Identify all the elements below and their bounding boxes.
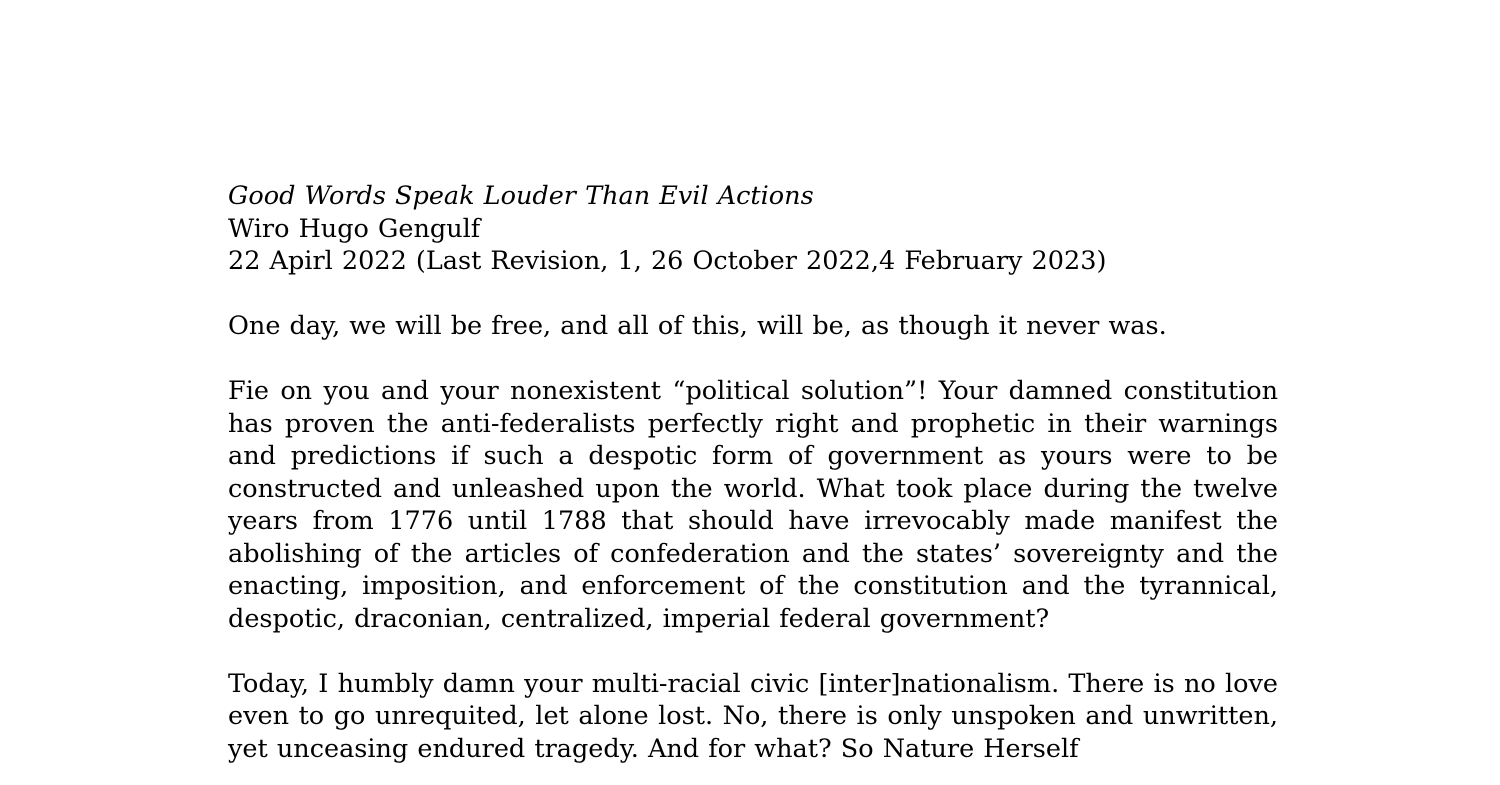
document-date: 22 Apirl 2022 (Last Revision, 1, 26 October 2022,4 February 2023) — [228, 246, 1107, 276]
paragraph-3: Today, I humbly damn your multi-racial civic [inter]nationalism. There is no love even to go unrequited, let alone lost. No, there is only unspoken and unwritten, yet unceasing endured tragedy. And for what? So Nature Herself — [228, 668, 1278, 764]
document-page — [228, 180, 1278, 765]
paragraph-1: One day, we will be free, and all of this, will be, as though it never was. — [228, 311, 1167, 341]
document-author: Wiro Hugo Gengulf — [228, 213, 481, 244]
paragraph-2: Fie on you and your nonexistent “political solution”! Your damned constitution has proven the anti-federalists perfectly right and prophetic in their warnings and predictions if such a despotic form of government as yours were to be constructed and unleashed upon the world. What took place during the twelve years from 1776 until 1788 that should have irrevocably made manifest the abolishing of the articles of confederation and the states’ sovereignty and the enacting, imposition, and enforcement of the constitution and the tyrannical, despotic, draconian, centralized, imperial federal government? — [228, 376, 1278, 634]
document-title: Good Words Speak Louder Than Evil Actions — [228, 181, 814, 211]
